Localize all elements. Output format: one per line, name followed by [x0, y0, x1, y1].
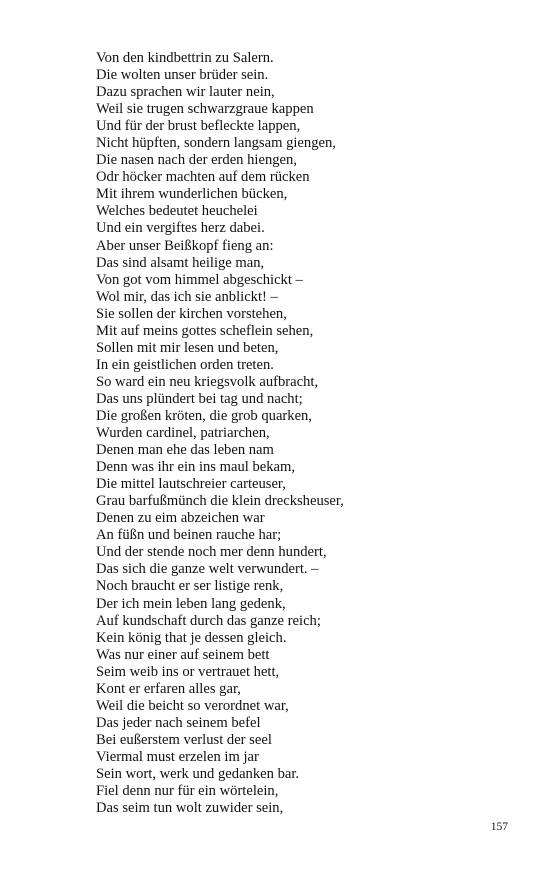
poem-line: Denen man ehe das leben nam — [96, 442, 274, 459]
poem-line: Denen zu eim abzeichen war — [96, 510, 265, 527]
poem-line: Der ich mein leben lang gedenk, — [96, 595, 286, 612]
poem-text-block — [96, 50, 516, 817]
page-number: 157 — [490, 821, 508, 833]
poem-line: Viermal must erzelen im jar — [96, 748, 259, 765]
poem-line: Fiel denn nur für ein wörtelein, — [96, 783, 279, 800]
poem-line: Mit auf meins gottes scheflein sehen, — [96, 322, 314, 339]
poem-line: Sollen mit mir lesen und beten, — [96, 339, 279, 356]
poem-line: Odr höcker machten auf dem rücken — [96, 169, 310, 186]
poem-line: Weil die beicht so verordnet war, — [96, 697, 289, 714]
poem-line: Von got vom himmel abgeschickt – — [96, 271, 303, 288]
poem-line: Kein könig that je dessen gleich. — [96, 629, 287, 646]
poem-line: Die mittel lautschreier carteuser, — [96, 476, 286, 493]
poem-line: So ward ein neu kriegsvolk aufbracht, — [96, 373, 319, 390]
poem-line: Das seim tun wolt zuwider sein, — [96, 800, 284, 817]
poem-line: In ein geistlichen orden treten. — [96, 356, 274, 373]
poem-line: An füßn und beinen rauche har; — [96, 527, 282, 544]
poem-line: Und für der brust befleckte lappen, — [96, 118, 301, 135]
poem-line: Und der stende noch mer denn hundert, — [96, 544, 327, 561]
poem-line: Kont er erfaren alles gar, — [96, 680, 241, 697]
poem-line: Das jeder nach seinem befel — [96, 714, 261, 731]
poem-line: Bei eußerstem verlust der seel — [96, 731, 272, 748]
poem-line: Denn was ihr ein ins maul bekam, — [96, 459, 295, 476]
poem-line: Seim weib ins or vertrauet hett, — [96, 663, 280, 680]
poem-line: Weil sie trugen schwarzgraue kappen — [96, 101, 314, 118]
poem-line: Noch braucht er ser listige renk, — [96, 578, 284, 595]
poem-line: Das uns plündert bei tag und nacht; — [96, 390, 303, 407]
poem-line: Die großen kröten, die grob quarken, — [96, 407, 312, 424]
poem-line: Die wolten unser brüder sein. — [96, 67, 269, 84]
poem-line: Welches bedeutet heuchelei — [96, 203, 258, 220]
poem-line: Grau barfußmünch die klein drecksheuser, — [96, 493, 344, 510]
poem-line: Was nur einer auf seinem bett — [96, 646, 270, 663]
poem-line: Das sich die ganze welt verwundert. – — [96, 561, 319, 578]
poem-line: Mit ihrem wunderlichen bücken, — [96, 186, 288, 203]
poem-line: Sie sollen der kirchen vorstehen, — [96, 305, 287, 322]
poem-line: Nicht hüpften, sondern langsam giengen, — [96, 135, 336, 152]
poem-line: Und ein vergiftes herz dabei. — [96, 220, 265, 237]
poem-line: Aber unser Beißkopf fieng an: — [96, 237, 274, 254]
poem-line: Die nasen nach der erden hiengen, — [96, 152, 297, 169]
poem-line: Wol mir, das ich sie anblickt! – — [96, 288, 278, 305]
poem-line: Auf kundschaft durch das ganze reich; — [96, 612, 321, 629]
poem-line: Von den kindbettrin zu Salern. — [96, 50, 274, 66]
poem-line: Sein wort, werk und gedanken bar. — [96, 765, 300, 782]
poem-line: Wurden cardinel, patriarchen, — [96, 425, 270, 442]
poem-line: Das sind alsamt heilige man, — [96, 254, 265, 271]
poem-line: Dazu sprachen wir lauter nein, — [96, 84, 275, 101]
